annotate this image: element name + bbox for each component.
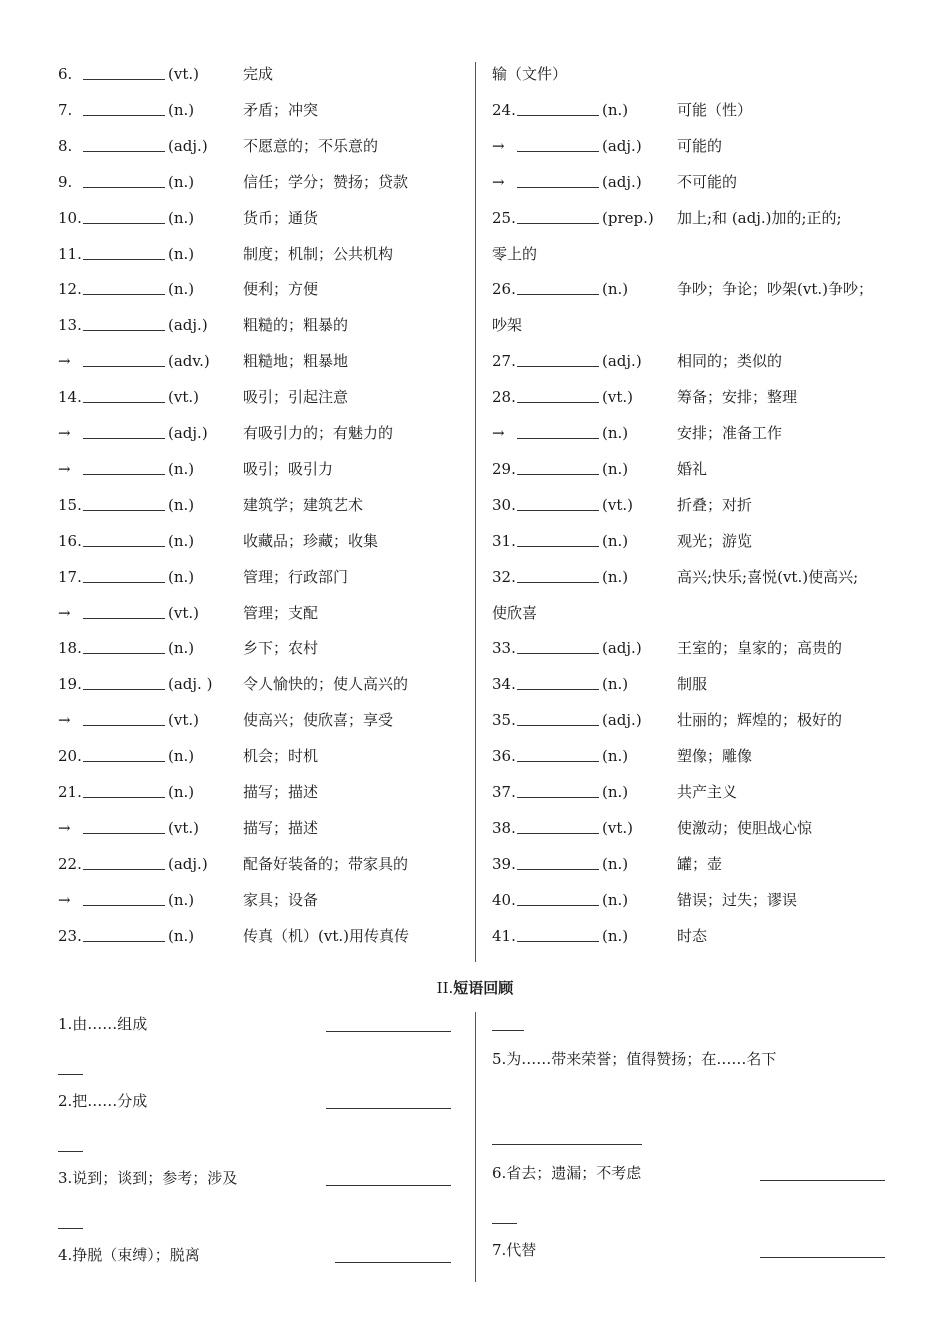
vocab-meaning: 便利；方便 [243,280,319,299]
vocab-meaning: 不可能的 [677,172,738,191]
phrase-6: 6.省去；遗漏；不考虑 [492,1164,642,1182]
vocab-item [492,206,912,230]
part-of-speech: (n.) [602,280,629,299]
vocab-number: → [58,711,71,730]
answer-blank[interactable] [83,115,165,116]
part-of-speech: (n.) [168,531,195,550]
part-of-speech: (adj.) [168,854,208,873]
part-of-speech: (adj.) [602,172,642,191]
vocab-number: 29. [492,459,516,478]
part-of-speech: (vt.) [168,65,199,83]
part-of-speech: (n.) [168,567,195,586]
answer-blank[interactable] [83,259,165,260]
phrase-6-answer-line[interactable] [760,1180,885,1181]
phrase-7: 7.代替 [492,1241,537,1259]
part-of-speech: (prep.) [602,208,654,227]
part-of-speech: (n.) [168,639,195,658]
vocab-meaning: 相同的；类似的 [677,352,783,371]
part-of-speech: (vt.) [602,495,633,514]
phrase-3-answer-line-cont[interactable] [58,1228,83,1229]
vocab-item [58,565,478,589]
vocab-meaning: 可能的 [677,136,723,155]
part-of-speech: (n.) [602,747,629,766]
vocab-item [492,888,912,912]
section-roman: II. [436,979,454,997]
vocab-number: 15. [58,495,82,514]
phrase-6-answer-line-cont[interactable] [492,1223,517,1224]
vocab-continuation [492,601,912,625]
vocab-meaning: 配备好装备的；带家具的 [243,854,409,873]
answer-blank[interactable] [83,797,165,798]
vocab-item [58,421,478,445]
vocab-meaning: 管理；支配 [243,603,319,622]
answer-blank[interactable] [517,905,599,906]
vocab-item [58,242,478,266]
part-of-speech: (n.) [168,208,195,227]
vocab-item [492,672,912,696]
vocab-number: 23. [58,926,82,945]
part-of-speech: (adj.) [168,136,208,155]
part-of-speech: (adj.) [602,352,642,371]
answer-blank[interactable] [517,366,599,367]
vocab-number: 41. [492,926,516,945]
phrase-4: 4.挣脱（束缚）；脱离 [58,1246,200,1264]
vocab-item [58,708,478,732]
vocab-meaning: 加上;和 (adj.)加的;正的; [677,208,842,227]
vocab-number: 34. [492,675,516,694]
vocab-continuation [492,242,912,266]
phrase-2-answer-line[interactable] [326,1108,451,1109]
vocab-meaning: 罐；壶 [677,854,723,873]
vocab-item [58,816,478,840]
answer-blank[interactable] [83,761,165,762]
part-of-speech: (n.) [602,926,629,945]
vocab-number: 9. [58,172,73,191]
answer-blank[interactable] [83,869,165,870]
vocab-number: 19. [58,675,82,694]
vocab-meaning: 有吸引力的；有魅力的 [243,424,394,442]
vocab-meaning: 争吵；争论；吵架(vt.)争吵； [677,280,873,299]
vocab-number: 40. [492,890,516,909]
vocab-meaning: 折叠；对折 [677,495,753,514]
answer-blank[interactable] [517,115,599,116]
answer-blank[interactable] [517,582,599,583]
part-of-speech: (n.) [602,567,629,586]
part-of-speech: (adj.) [602,639,642,658]
part-of-speech: (n.) [168,459,195,478]
vocab-number: 10. [58,208,82,227]
phrase-3-answer-line[interactable] [326,1185,451,1186]
part-of-speech: (n.) [168,890,195,909]
answer-blank[interactable] [517,187,599,188]
section-title [0,976,950,1000]
answer-blank[interactable] [517,151,599,152]
vocab-item [58,601,478,625]
vocab-meaning: 王室的；皇家的；高贵的 [677,639,843,658]
vocab-number: → [58,352,71,371]
answer-blank[interactable] [517,797,599,798]
vocab-meaning: 壮丽的；辉煌的；极好的 [677,711,843,730]
vocab-item [58,529,478,553]
vocab-number: → [58,424,71,442]
phrase-4-answer-line-cont[interactable] [492,1030,524,1031]
vocab-number: → [492,424,505,442]
vocab-number: 14. [58,388,82,407]
part-of-speech: (n.) [168,747,195,766]
vocab-meaning: 使高兴；使欣喜；享受 [243,711,394,730]
vocab-meaning: 塑像；雕像 [677,747,753,766]
vocab-meaning: 管理；行政部门 [243,567,349,586]
vocab-item [492,529,912,553]
part-of-speech: (n.) [602,531,629,550]
vocab-meaning: 制服 [677,675,708,694]
vocab-item [58,277,478,301]
vocab-meaning-continued: 使欣喜 [492,603,538,622]
part-of-speech: (adj.) [168,316,208,335]
vocab-item [492,565,912,589]
vocab-meaning-continued: 吵架 [492,316,523,335]
vocab-item [492,457,912,481]
part-of-speech: (adj.) [602,711,642,730]
vocab-meaning: 收藏品；珍藏；收集 [243,531,379,550]
part-of-speech: (n.) [602,459,629,478]
vocab-item [58,313,478,337]
vocab-item [58,744,478,768]
vocab-item [58,888,478,912]
phrase-1-answer-line-cont[interactable] [58,1074,83,1075]
vocab-meaning: 使激动；使胆战心惊 [677,818,813,837]
vocab-number: 22. [58,854,82,873]
vocab-item [492,744,912,768]
part-of-speech: (n.) [602,854,629,873]
vocab-number: → [492,136,505,155]
answer-blank[interactable] [83,546,165,547]
vocab-item [58,170,478,194]
part-of-speech: (vt.) [168,388,199,407]
vocab-meaning: 货币；通货 [243,208,319,227]
vocab-number: 38. [492,818,516,837]
vocab-number: 7. [58,100,73,119]
vocab-number: 37. [492,783,516,801]
vocab-item [492,421,912,445]
vocab-number: 24. [492,100,516,119]
answer-blank[interactable] [83,187,165,188]
part-of-speech: (n.) [602,890,629,909]
vocab-meaning: 描写；描述 [243,818,319,837]
answer-blank[interactable] [83,151,165,152]
phrase-4-answer-line[interactable] [335,1262,451,1263]
vocab-meaning: 粗糙地；粗暴地 [243,352,349,371]
vocab-number: 32. [492,567,516,586]
vocab-number: 13. [58,316,82,335]
vocab-item [58,636,478,660]
part-of-speech: (adj.) [168,424,208,442]
answer-blank[interactable] [83,330,165,331]
vocab-meaning: 家具；设备 [243,890,319,909]
answer-blank[interactable] [83,689,165,690]
phrase-2: 2.把……分成 [58,1092,148,1110]
part-of-speech: (n.) [168,280,195,299]
vocab-meaning: 描写；描述 [243,783,319,801]
answer-blank[interactable] [517,941,599,942]
answer-blank[interactable] [83,582,165,583]
part-of-speech: (n.) [602,100,629,119]
vocab-item [492,636,912,660]
answer-blank[interactable] [83,79,165,80]
part-of-speech: (n.) [602,783,629,801]
vocab-meaning: 机会；时机 [243,747,319,766]
vocab-number: 26. [492,280,516,299]
vocab-item [492,170,912,194]
vocab-number: 28. [492,388,516,407]
vocab-item [58,852,478,876]
vocab-number: 16. [58,531,82,550]
answer-blank[interactable] [517,402,599,403]
answer-blank[interactable] [517,294,599,295]
part-of-speech: (vt.) [168,603,199,622]
vocab-number: 30. [492,495,516,514]
part-of-speech: (n.) [168,172,195,191]
vocab-meaning: 安排；准备工作 [677,424,783,442]
part-of-speech: (vt.) [168,818,199,837]
vocab-number: → [58,603,71,622]
vocab-item [492,780,912,804]
vocab-meaning: 制度；机制；公共机构 [243,244,394,263]
answer-blank[interactable] [83,725,165,726]
vocab-meaning: 信任；学分；赞扬；贷款 [243,172,409,191]
phrase-1: 1.由……组成 [58,1015,148,1033]
part-of-speech: (n.) [168,495,195,514]
column-divider-bottom [475,1012,476,1282]
vocab-item [58,349,478,373]
vocab-number: 8. [58,136,73,155]
part-of-speech: (vt.) [168,711,199,730]
part-of-speech: (n.) [602,675,629,694]
answer-blank[interactable] [83,223,165,224]
vocab-item [58,493,478,517]
answer-blank[interactable] [517,223,599,224]
vocab-number: 36. [492,747,516,766]
answer-blank[interactable] [517,510,599,511]
part-of-speech: (vt.) [602,388,633,407]
part-of-speech: (n.) [168,100,195,119]
vocab-number: → [58,459,71,478]
vocab-item [58,780,478,804]
vocab-number: → [58,890,71,909]
part-of-speech: (vt.) [602,818,633,837]
vocab-meaning: 不愿意的；不乐意的 [243,136,379,155]
answer-blank[interactable] [517,725,599,726]
answer-blank[interactable] [83,402,165,403]
vocab-number: 39. [492,854,516,873]
vocab-item [58,98,478,122]
part-of-speech: (adj.) [602,136,642,155]
vocab-number: 17. [58,567,82,586]
vocab-number: 20. [58,747,82,766]
vocab-number: 27. [492,352,516,371]
vocab-number: 21. [58,783,82,801]
vocab-number: → [492,172,505,191]
answer-blank[interactable] [517,438,599,439]
answer-blank[interactable] [83,294,165,295]
part-of-speech: (n.) [602,424,629,442]
vocab-continuation [492,62,912,86]
part-of-speech: (n.) [168,244,195,263]
vocab-meaning: 乡下；农村 [243,639,319,658]
vocab-item [58,672,478,696]
vocab-item [492,98,912,122]
vocab-meaning: 建筑学；建筑艺术 [243,495,364,514]
vocab-item [58,924,478,948]
vocab-item [58,62,478,86]
answer-blank[interactable] [517,833,599,834]
answer-blank[interactable] [83,510,165,511]
vocab-item [58,206,478,230]
vocab-meaning: 粗糙的；粗暴的 [243,316,349,335]
vocab-number: 35. [492,711,516,730]
answer-blank[interactable] [517,474,599,475]
answer-blank[interactable] [83,438,165,439]
vocab-item [492,134,912,158]
vocab-number: 25. [492,208,516,227]
part-of-speech: (adj. ) [168,675,213,694]
vocab-number: 31. [492,531,516,550]
vocab-meaning: 吸引；引起注意 [243,388,349,407]
phrase-5: 5.为……带来荣誉；值得赞扬；在……名下 [492,1050,777,1068]
answer-blank[interactable] [517,653,599,654]
answer-blank[interactable] [83,833,165,834]
part-of-speech: (adv.) [168,352,210,371]
vocab-number: 11. [58,244,82,263]
answer-blank[interactable] [83,653,165,654]
phrase-1-answer-line[interactable] [326,1031,451,1032]
phrase-5-answer-line[interactable] [492,1144,642,1145]
vocab-continuation [492,313,912,337]
vocab-meaning: 令人愉快的；使人高兴的 [243,675,409,694]
vocab-item [492,708,912,732]
vocab-number: → [58,818,71,837]
vocab-meaning: 吸引；吸引力 [243,459,334,478]
answer-blank[interactable] [83,474,165,475]
vocab-meaning: 时态 [677,926,708,945]
vocab-meaning: 矛盾；冲突 [243,100,319,119]
vocab-meaning: 可能（性） [677,100,753,119]
answer-blank[interactable] [517,546,599,547]
answer-blank[interactable] [83,905,165,906]
vocab-meaning-continued: 零上的 [492,244,538,263]
vocab-number: 12. [58,280,82,299]
vocab-item [492,852,912,876]
answer-blank[interactable] [83,618,165,619]
answer-blank[interactable] [517,869,599,870]
vocab-number: 18. [58,639,82,658]
vocab-number: 6. [58,65,73,83]
vocab-meaning: 高兴;快乐;喜悦(vt.)使高兴; [677,567,859,586]
vocab-meaning: 错误；过失；谬误 [677,890,798,909]
phrase-3: 3.说到；谈到；参考；涉及 [58,1169,238,1187]
vocab-item [492,493,912,517]
answer-blank[interactable] [83,366,165,367]
vocab-meaning: 共产主义 [677,783,738,801]
vocab-meaning: 筹备；安排；整理 [677,388,798,407]
phrase-7-answer-line[interactable] [760,1257,885,1258]
answer-blank[interactable] [83,941,165,942]
vocab-meaning: 婚礼 [677,459,708,478]
vocab-meaning: 观光；游览 [677,531,753,550]
vocab-item [492,816,912,840]
vocab-meaning: 传真（机）(vt.)用传真传 [243,926,409,945]
vocab-item [58,134,478,158]
part-of-speech: (n.) [168,926,195,945]
vocab-item [492,385,912,409]
vocab-item [492,924,912,948]
vocab-item [58,385,478,409]
answer-blank[interactable] [517,689,599,690]
vocab-meaning: 完成 [243,65,274,83]
vocab-meaning-continued: 输（文件） [492,65,568,83]
answer-blank[interactable] [517,761,599,762]
section-heading: 短语回顾 [453,979,514,997]
phrase-2-answer-line-cont[interactable] [58,1151,83,1152]
vocab-item [58,457,478,481]
vocab-number: 33. [492,639,516,658]
vocab-item [492,277,912,301]
part-of-speech: (n.) [168,783,195,801]
vocab-item [492,349,912,373]
